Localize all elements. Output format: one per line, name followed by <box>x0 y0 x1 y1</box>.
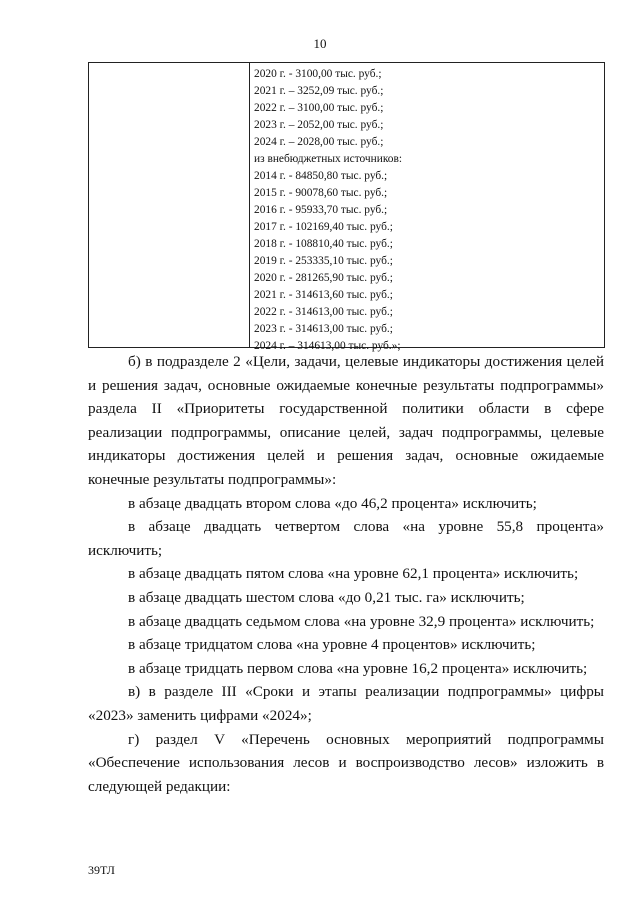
paragraph-b: б) в подразделе 2 «Цели, задачи, целевые индикаторы достижения целей и решения задач, основные ожидаемые конечные результаты подпрограммы» раздела II «Приоритеты государственной политики области в сфере реализации подпрограммы, описание целей, задач подпрограммы, целевые индикаторы достижения целей и решения задач, основные ожидаемые конечные результаты подпрограммы»: <box>88 353 604 488</box>
table-line: 2017 г. - 102169,40 тыс. руб.; <box>254 221 393 233</box>
document-body <box>88 350 604 798</box>
paragraph-item: в абзаце двадцать седьмом слова «на уровне 32,9 процента» исключить; <box>128 612 595 630</box>
financing-cell <box>254 66 600 355</box>
table-line: 2023 г. - 314613,00 тыс. руб.; <box>254 323 393 335</box>
paragraph-item: в абзаце двадцать втором слова «до 46,2 процента» исключить; <box>128 494 537 512</box>
table-line: 2016 г. - 95933,70 тыс. руб.; <box>254 204 388 216</box>
table-line: 2020 г. - 3100,00 тыс. руб.; <box>254 68 382 80</box>
table-line: 2018 г. - 108810,40 тыс. руб.; <box>254 238 393 250</box>
paragraph-item: в абзаце тридцать первом слова «на уровне 16,2 процента» исключить; <box>128 659 588 677</box>
table-line: из внебюджетных источников: <box>254 153 403 165</box>
table-line: 2022 г. - 314613,00 тыс. руб.; <box>254 306 393 318</box>
table-column-divider <box>249 63 250 347</box>
footer-code: 39ТЛ <box>88 863 115 877</box>
table-line: 2014 г. - 84850,80 тыс. руб.; <box>254 170 388 182</box>
page-number: 10 <box>313 36 327 51</box>
table-line: 2023 г. – 2052,00 тыс. руб.; <box>254 119 384 131</box>
table-line: 2021 г. – 3252,09 тыс. руб.; <box>254 85 384 97</box>
financing-table <box>88 62 605 352</box>
paragraph-item: в абзаце тридцатом слова «на уровне 4 процентов» исключить; <box>128 636 536 654</box>
paragraph-item: в абзаце двадцать пятом слова «на уровне 62,1 процента» исключить; <box>128 565 579 583</box>
paragraph-item: в абзаце двадцать шестом слова «до 0,21 тыс. га» исключить; <box>128 588 525 606</box>
table-line: 2020 г. - 281265,90 тыс. руб.; <box>254 272 393 284</box>
paragraph-v: в) в разделе III «Сроки и этапы реализации подпрограммы» цифры «2023» заменить цифрами «2024»; <box>88 683 604 724</box>
table-line: 2022 г. – 3100,00 тыс. руб.; <box>254 102 384 114</box>
table-line: 2019 г. - 253335,10 тыс. руб.; <box>254 255 393 267</box>
paragraph-item: в абзаце двадцать четвертом слова «на уровне 55,8 процента» исключить; <box>88 518 604 559</box>
table-line: 2021 г. - 314613,60 тыс. руб.; <box>254 289 393 301</box>
table-line: 2024 г. – 314613,00 тыс. руб.»; <box>254 340 401 352</box>
table-line: 2024 г. – 2028,00 тыс. руб.; <box>254 136 384 148</box>
table-line: 2015 г. - 90078,60 тыс. руб.; <box>254 187 388 199</box>
paragraph-g: г) раздел V «Перечень основных мероприятий подпрограммы «Обеспечение использования лесов и воспроизводство лесов» изложить в следующей редакции: <box>88 730 604 795</box>
